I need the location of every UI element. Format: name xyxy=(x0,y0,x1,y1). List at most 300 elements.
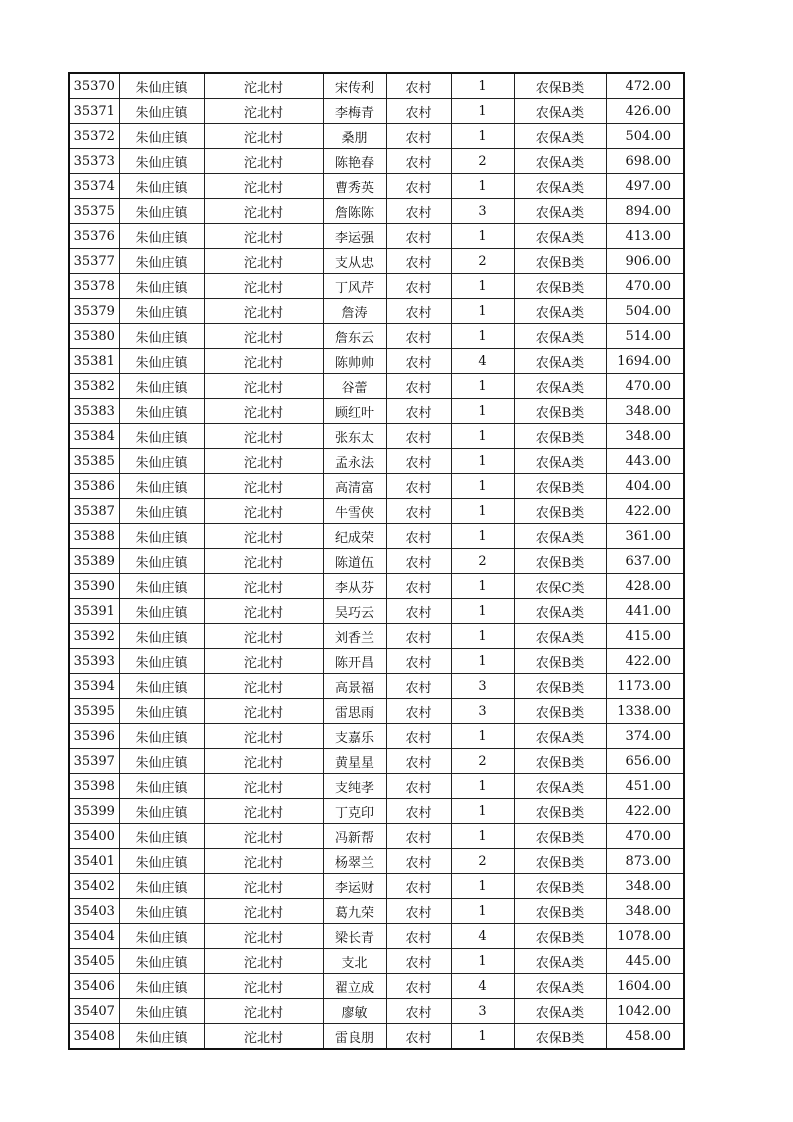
cell-amount: 422.00 xyxy=(606,649,684,674)
cell-household-count: 1 xyxy=(451,624,514,649)
table-row xyxy=(69,624,684,649)
cell-record-id: 35377 xyxy=(69,249,119,274)
table-row xyxy=(69,949,684,974)
cell-amount: 451.00 xyxy=(606,774,684,799)
cell-household-count: 1 xyxy=(451,474,514,499)
cell-village: 沱北村 xyxy=(204,999,323,1024)
cell-village: 沱北村 xyxy=(204,299,323,324)
cell-area-type: 农村 xyxy=(386,874,451,899)
cell-household-count: 3 xyxy=(451,699,514,724)
cell-town: 朱仙庄镇 xyxy=(119,1024,204,1050)
cell-town: 朱仙庄镇 xyxy=(119,374,204,399)
cell-household-count: 1 xyxy=(451,799,514,824)
cell-amount: 1042.00 xyxy=(606,999,684,1024)
cell-insurance-category: 农保B类 xyxy=(514,849,606,874)
cell-insurance-category: 农保B类 xyxy=(514,874,606,899)
cell-village: 沱北村 xyxy=(204,724,323,749)
cell-amount: 656.00 xyxy=(606,749,684,774)
cell-amount: 1338.00 xyxy=(606,699,684,724)
table-row xyxy=(69,924,684,949)
cell-amount: 497.00 xyxy=(606,174,684,199)
cell-town: 朱仙庄镇 xyxy=(119,524,204,549)
cell-amount: 472.00 xyxy=(606,73,684,99)
cell-amount: 445.00 xyxy=(606,949,684,974)
cell-village: 沱北村 xyxy=(204,224,323,249)
cell-town: 朱仙庄镇 xyxy=(119,774,204,799)
cell-insurance-category: 农保A类 xyxy=(514,949,606,974)
cell-town: 朱仙庄镇 xyxy=(119,324,204,349)
cell-record-id: 35405 xyxy=(69,949,119,974)
cell-amount: 348.00 xyxy=(606,899,684,924)
table-row xyxy=(69,824,684,849)
cell-amount: 1173.00 xyxy=(606,674,684,699)
cell-village: 沱北村 xyxy=(204,449,323,474)
cell-record-id: 35398 xyxy=(69,774,119,799)
cell-town: 朱仙庄镇 xyxy=(119,499,204,524)
cell-insurance-category: 农保A类 xyxy=(514,999,606,1024)
cell-record-id: 35399 xyxy=(69,799,119,824)
cell-household-count: 1 xyxy=(451,649,514,674)
cell-village: 沱北村 xyxy=(204,474,323,499)
cell-household-count: 1 xyxy=(451,499,514,524)
cell-record-id: 35372 xyxy=(69,124,119,149)
cell-insurance-category: 农保A类 xyxy=(514,599,606,624)
cell-amount: 415.00 xyxy=(606,624,684,649)
cell-record-id: 35376 xyxy=(69,224,119,249)
cell-town: 朱仙庄镇 xyxy=(119,249,204,274)
cell-record-id: 35380 xyxy=(69,324,119,349)
cell-name: 冯新帮 xyxy=(323,824,386,849)
table-row xyxy=(69,449,684,474)
cell-record-id: 35406 xyxy=(69,974,119,999)
cell-household-count: 1 xyxy=(451,599,514,624)
cell-town: 朱仙庄镇 xyxy=(119,474,204,499)
cell-village: 沱北村 xyxy=(204,274,323,299)
cell-insurance-category: 农保B类 xyxy=(514,824,606,849)
table-row xyxy=(69,149,684,174)
cell-town: 朱仙庄镇 xyxy=(119,399,204,424)
cell-village: 沱北村 xyxy=(204,424,323,449)
cell-record-id: 35395 xyxy=(69,699,119,724)
cell-record-id: 35386 xyxy=(69,474,119,499)
table-row xyxy=(69,224,684,249)
cell-household-count: 1 xyxy=(451,174,514,199)
cell-village: 沱北村 xyxy=(204,574,323,599)
cell-village: 沱北村 xyxy=(204,774,323,799)
cell-name: 陈道伍 xyxy=(323,549,386,574)
cell-area-type: 农村 xyxy=(386,73,451,99)
cell-village: 沱北村 xyxy=(204,524,323,549)
cell-record-id: 35370 xyxy=(69,73,119,99)
cell-area-type: 农村 xyxy=(386,1024,451,1050)
cell-area-type: 农村 xyxy=(386,974,451,999)
cell-amount: 470.00 xyxy=(606,374,684,399)
cell-town: 朱仙庄镇 xyxy=(119,424,204,449)
cell-amount: 470.00 xyxy=(606,824,684,849)
cell-insurance-category: 农保A类 xyxy=(514,524,606,549)
cell-town: 朱仙庄镇 xyxy=(119,449,204,474)
cell-name: 牛雪侠 xyxy=(323,499,386,524)
cell-town: 朱仙庄镇 xyxy=(119,224,204,249)
table-row xyxy=(69,749,684,774)
cell-record-id: 35381 xyxy=(69,349,119,374)
cell-village: 沱北村 xyxy=(204,324,323,349)
cell-household-count: 1 xyxy=(451,224,514,249)
table-row xyxy=(69,699,684,724)
cell-household-count: 1 xyxy=(451,774,514,799)
cell-name: 翟立成 xyxy=(323,974,386,999)
cell-household-count: 2 xyxy=(451,549,514,574)
cell-amount: 1604.00 xyxy=(606,974,684,999)
cell-town: 朱仙庄镇 xyxy=(119,574,204,599)
cell-town: 朱仙庄镇 xyxy=(119,749,204,774)
cell-record-id: 35382 xyxy=(69,374,119,399)
cell-insurance-category: 农保B类 xyxy=(514,1024,606,1050)
cell-village: 沱北村 xyxy=(204,624,323,649)
cell-household-count: 1 xyxy=(451,949,514,974)
cell-town: 朱仙庄镇 xyxy=(119,849,204,874)
cell-amount: 504.00 xyxy=(606,124,684,149)
cell-town: 朱仙庄镇 xyxy=(119,724,204,749)
cell-amount: 894.00 xyxy=(606,199,684,224)
table-row xyxy=(69,374,684,399)
cell-town: 朱仙庄镇 xyxy=(119,299,204,324)
cell-town: 朱仙庄镇 xyxy=(119,599,204,624)
table-row xyxy=(69,274,684,299)
cell-name: 宋传利 xyxy=(323,73,386,99)
cell-town: 朱仙庄镇 xyxy=(119,174,204,199)
cell-amount: 428.00 xyxy=(606,574,684,599)
cell-name: 陈艳春 xyxy=(323,149,386,174)
cell-area-type: 农村 xyxy=(386,424,451,449)
table-row xyxy=(69,774,684,799)
cell-town: 朱仙庄镇 xyxy=(119,974,204,999)
cell-village: 沱北村 xyxy=(204,674,323,699)
table-row xyxy=(69,349,684,374)
cell-insurance-category: 农保B类 xyxy=(514,474,606,499)
cell-insurance-category: 农保A类 xyxy=(514,124,606,149)
cell-insurance-category: 农保A类 xyxy=(514,449,606,474)
cell-village: 沱北村 xyxy=(204,499,323,524)
cell-area-type: 农村 xyxy=(386,724,451,749)
cell-household-count: 2 xyxy=(451,749,514,774)
cell-name: 高清富 xyxy=(323,474,386,499)
cell-town: 朱仙庄镇 xyxy=(119,99,204,124)
table-row xyxy=(69,199,684,224)
cell-amount: 404.00 xyxy=(606,474,684,499)
cell-amount: 1078.00 xyxy=(606,924,684,949)
cell-record-id: 35396 xyxy=(69,724,119,749)
cell-town: 朱仙庄镇 xyxy=(119,624,204,649)
cell-name: 詹陈陈 xyxy=(323,199,386,224)
cell-record-id: 35388 xyxy=(69,524,119,549)
cell-amount: 458.00 xyxy=(606,1024,684,1050)
cell-name: 孟永法 xyxy=(323,449,386,474)
table-row xyxy=(69,324,684,349)
table-row xyxy=(69,674,684,699)
cell-area-type: 农村 xyxy=(386,774,451,799)
cell-record-id: 35375 xyxy=(69,199,119,224)
table-row xyxy=(69,99,684,124)
cell-name: 支北 xyxy=(323,949,386,974)
cell-amount: 374.00 xyxy=(606,724,684,749)
cell-name: 雷良朋 xyxy=(323,1024,386,1050)
cell-name: 顾红叶 xyxy=(323,399,386,424)
cell-area-type: 农村 xyxy=(386,349,451,374)
cell-village: 沱北村 xyxy=(204,549,323,574)
table-row xyxy=(69,799,684,824)
cell-village: 沱北村 xyxy=(204,599,323,624)
cell-name: 支嘉乐 xyxy=(323,724,386,749)
cell-area-type: 农村 xyxy=(386,924,451,949)
cell-town: 朱仙庄镇 xyxy=(119,124,204,149)
cell-area-type: 农村 xyxy=(386,224,451,249)
table-row xyxy=(69,399,684,424)
cell-village: 沱北村 xyxy=(204,849,323,874)
cell-amount: 426.00 xyxy=(606,99,684,124)
cell-area-type: 农村 xyxy=(386,574,451,599)
cell-area-type: 农村 xyxy=(386,949,451,974)
cell-amount: 1694.00 xyxy=(606,349,684,374)
cell-town: 朱仙庄镇 xyxy=(119,73,204,99)
cell-record-id: 35389 xyxy=(69,549,119,574)
cell-household-count: 1 xyxy=(451,574,514,599)
cell-household-count: 1 xyxy=(451,424,514,449)
cell-name: 曹秀英 xyxy=(323,174,386,199)
table-row xyxy=(69,724,684,749)
cell-record-id: 35379 xyxy=(69,299,119,324)
cell-name: 杨翠兰 xyxy=(323,849,386,874)
cell-village: 沱北村 xyxy=(204,1024,323,1050)
cell-name: 李梅青 xyxy=(323,99,386,124)
cell-name: 黄星星 xyxy=(323,749,386,774)
table-row xyxy=(69,649,684,674)
table-row xyxy=(69,124,684,149)
cell-town: 朱仙庄镇 xyxy=(119,799,204,824)
cell-village: 沱北村 xyxy=(204,699,323,724)
cell-household-count: 1 xyxy=(451,1024,514,1050)
cell-amount: 348.00 xyxy=(606,424,684,449)
cell-insurance-category: 农保B类 xyxy=(514,249,606,274)
cell-amount: 422.00 xyxy=(606,799,684,824)
cell-amount: 441.00 xyxy=(606,599,684,624)
cell-area-type: 农村 xyxy=(386,649,451,674)
cell-name: 丁风芹 xyxy=(323,274,386,299)
cell-amount: 637.00 xyxy=(606,549,684,574)
cell-name: 张东太 xyxy=(323,424,386,449)
cell-area-type: 农村 xyxy=(386,499,451,524)
cell-amount: 514.00 xyxy=(606,324,684,349)
cell-village: 沱北村 xyxy=(204,124,323,149)
cell-village: 沱北村 xyxy=(204,199,323,224)
cell-insurance-category: 农保B类 xyxy=(514,399,606,424)
cell-insurance-category: 农保A类 xyxy=(514,624,606,649)
cell-village: 沱北村 xyxy=(204,649,323,674)
cell-insurance-category: 农保B类 xyxy=(514,73,606,99)
cell-insurance-category: 农保C类 xyxy=(514,574,606,599)
cell-name: 雷思雨 xyxy=(323,699,386,724)
cell-household-count: 1 xyxy=(451,449,514,474)
cell-insurance-category: 农保B类 xyxy=(514,649,606,674)
cell-record-id: 35387 xyxy=(69,499,119,524)
cell-area-type: 农村 xyxy=(386,599,451,624)
cell-amount: 906.00 xyxy=(606,249,684,274)
cell-town: 朱仙庄镇 xyxy=(119,924,204,949)
cell-household-count: 1 xyxy=(451,824,514,849)
cell-insurance-category: 农保B类 xyxy=(514,674,606,699)
cell-village: 沱北村 xyxy=(204,174,323,199)
cell-area-type: 农村 xyxy=(386,174,451,199)
cell-area-type: 农村 xyxy=(386,99,451,124)
cell-record-id: 35384 xyxy=(69,424,119,449)
table-row xyxy=(69,174,684,199)
cell-household-count: 4 xyxy=(451,924,514,949)
cell-area-type: 农村 xyxy=(386,124,451,149)
cell-village: 沱北村 xyxy=(204,749,323,774)
cell-household-count: 2 xyxy=(451,849,514,874)
cell-village: 沱北村 xyxy=(204,73,323,99)
cell-name: 葛九荣 xyxy=(323,899,386,924)
cell-insurance-category: 农保B类 xyxy=(514,799,606,824)
cell-record-id: 35401 xyxy=(69,849,119,874)
cell-village: 沱北村 xyxy=(204,149,323,174)
cell-village: 沱北村 xyxy=(204,899,323,924)
cell-town: 朱仙庄镇 xyxy=(119,349,204,374)
cell-insurance-category: 农保A类 xyxy=(514,199,606,224)
cell-area-type: 农村 xyxy=(386,674,451,699)
cell-amount: 413.00 xyxy=(606,224,684,249)
cell-household-count: 2 xyxy=(451,149,514,174)
cell-amount: 470.00 xyxy=(606,274,684,299)
cell-household-count: 4 xyxy=(451,349,514,374)
cell-name: 李运强 xyxy=(323,224,386,249)
cell-insurance-category: 农保B类 xyxy=(514,549,606,574)
cell-amount: 443.00 xyxy=(606,449,684,474)
cell-area-type: 农村 xyxy=(386,549,451,574)
table-row xyxy=(69,524,684,549)
table-row xyxy=(69,874,684,899)
cell-household-count: 3 xyxy=(451,674,514,699)
cell-amount: 422.00 xyxy=(606,499,684,524)
cell-amount: 348.00 xyxy=(606,874,684,899)
cell-area-type: 农村 xyxy=(386,374,451,399)
cell-name: 高景福 xyxy=(323,674,386,699)
table-row xyxy=(69,999,684,1024)
cell-area-type: 农村 xyxy=(386,449,451,474)
cell-town: 朱仙庄镇 xyxy=(119,549,204,574)
cell-village: 沱北村 xyxy=(204,799,323,824)
cell-village: 沱北村 xyxy=(204,374,323,399)
cell-name: 李运财 xyxy=(323,874,386,899)
cell-name: 谷蕾 xyxy=(323,374,386,399)
cell-household-count: 1 xyxy=(451,99,514,124)
cell-record-id: 35408 xyxy=(69,1024,119,1050)
cell-area-type: 农村 xyxy=(386,699,451,724)
cell-area-type: 农村 xyxy=(386,799,451,824)
cell-insurance-category: 农保B类 xyxy=(514,699,606,724)
table-row xyxy=(69,499,684,524)
cell-insurance-category: 农保A类 xyxy=(514,224,606,249)
cell-area-type: 农村 xyxy=(386,899,451,924)
cell-record-id: 35391 xyxy=(69,599,119,624)
cell-household-count: 1 xyxy=(451,73,514,99)
cell-name: 李从芬 xyxy=(323,574,386,599)
cell-name: 桑朋 xyxy=(323,124,386,149)
cell-insurance-category: 农保A类 xyxy=(514,99,606,124)
cell-town: 朱仙庄镇 xyxy=(119,949,204,974)
cell-area-type: 农村 xyxy=(386,749,451,774)
cell-amount: 873.00 xyxy=(606,849,684,874)
cell-record-id: 35400 xyxy=(69,824,119,849)
cell-name: 纪成荣 xyxy=(323,524,386,549)
cell-insurance-category: 农保A类 xyxy=(514,724,606,749)
cell-area-type: 农村 xyxy=(386,299,451,324)
cell-insurance-category: 农保A类 xyxy=(514,324,606,349)
cell-household-count: 1 xyxy=(451,374,514,399)
cell-household-count: 1 xyxy=(451,299,514,324)
cell-insurance-category: 农保A类 xyxy=(514,349,606,374)
cell-name: 廖敏 xyxy=(323,999,386,1024)
cell-town: 朱仙庄镇 xyxy=(119,199,204,224)
cell-insurance-category: 农保A类 xyxy=(514,974,606,999)
table-row xyxy=(69,299,684,324)
cell-record-id: 35378 xyxy=(69,274,119,299)
cell-record-id: 35403 xyxy=(69,899,119,924)
cell-amount: 698.00 xyxy=(606,149,684,174)
records-table xyxy=(68,72,685,1050)
cell-name: 梁长青 xyxy=(323,924,386,949)
cell-record-id: 35397 xyxy=(69,749,119,774)
cell-village: 沱北村 xyxy=(204,874,323,899)
cell-record-id: 35371 xyxy=(69,99,119,124)
cell-insurance-category: 农保A类 xyxy=(514,374,606,399)
cell-town: 朱仙庄镇 xyxy=(119,149,204,174)
cell-name: 支从忠 xyxy=(323,249,386,274)
cell-household-count: 1 xyxy=(451,124,514,149)
cell-insurance-category: 农保B类 xyxy=(514,749,606,774)
cell-village: 沱北村 xyxy=(204,824,323,849)
cell-name: 刘香兰 xyxy=(323,624,386,649)
cell-amount: 348.00 xyxy=(606,399,684,424)
table-row xyxy=(69,424,684,449)
table-row xyxy=(69,899,684,924)
cell-insurance-category: 农保B类 xyxy=(514,274,606,299)
cell-insurance-category: 农保B类 xyxy=(514,499,606,524)
cell-area-type: 农村 xyxy=(386,324,451,349)
cell-area-type: 农村 xyxy=(386,249,451,274)
cell-town: 朱仙庄镇 xyxy=(119,824,204,849)
cell-name: 陈开昌 xyxy=(323,649,386,674)
cell-area-type: 农村 xyxy=(386,849,451,874)
cell-insurance-category: 农保A类 xyxy=(514,149,606,174)
cell-town: 朱仙庄镇 xyxy=(119,274,204,299)
cell-area-type: 农村 xyxy=(386,274,451,299)
cell-record-id: 35407 xyxy=(69,999,119,1024)
cell-insurance-category: 农保B类 xyxy=(514,924,606,949)
cell-household-count: 2 xyxy=(451,249,514,274)
cell-town: 朱仙庄镇 xyxy=(119,699,204,724)
cell-record-id: 35402 xyxy=(69,874,119,899)
cell-insurance-category: 农保A类 xyxy=(514,174,606,199)
cell-record-id: 35392 xyxy=(69,624,119,649)
cell-insurance-category: 农保B类 xyxy=(514,424,606,449)
cell-area-type: 农村 xyxy=(386,999,451,1024)
cell-amount: 361.00 xyxy=(606,524,684,549)
cell-record-id: 35404 xyxy=(69,924,119,949)
cell-household-count: 1 xyxy=(451,274,514,299)
cell-village: 沱北村 xyxy=(204,924,323,949)
cell-name: 詹涛 xyxy=(323,299,386,324)
